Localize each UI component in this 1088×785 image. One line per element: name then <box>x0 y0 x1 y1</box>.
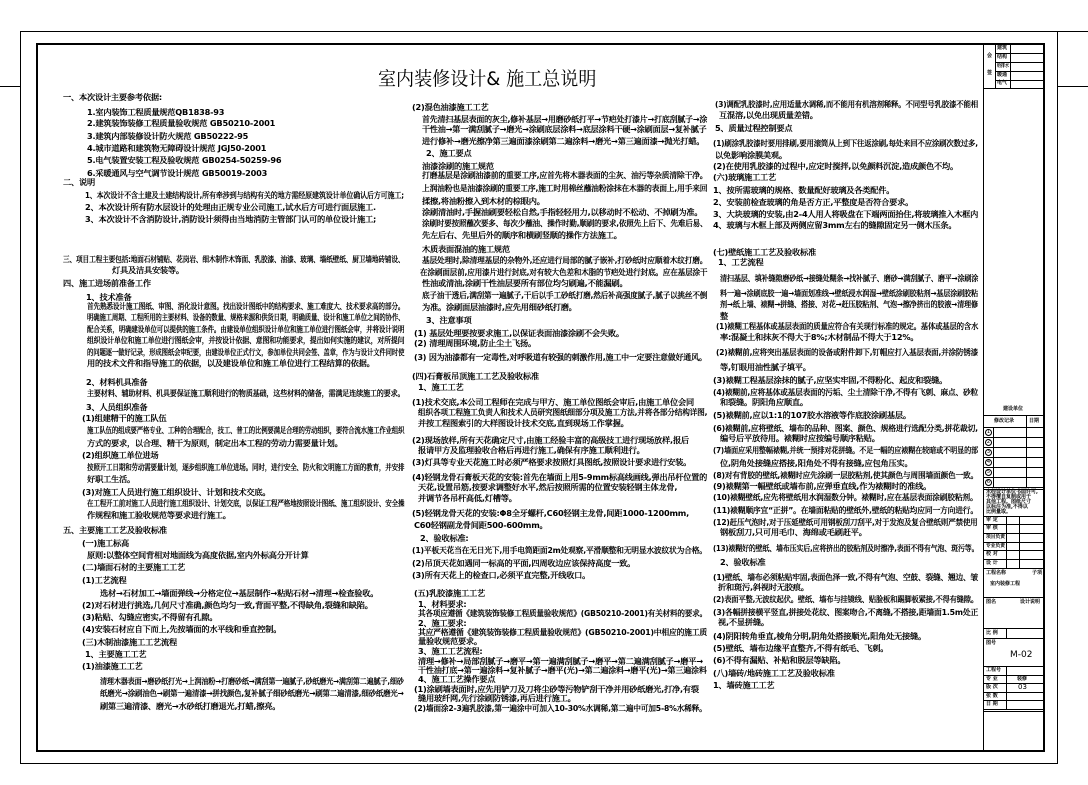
note-line: 在涂刷面层前,应用漆片进行封底,对有较大色差和木脂的节疤处进行封底。应在基层涂干 <box>420 267 708 277</box>
note-line: (12)赶压气泡时,对于压延壁纸可用钢板刮刀刮平,对于发泡及复合壁纸则严禁使用 <box>713 517 978 527</box>
tb-line <box>983 568 1044 569</box>
tb-line <box>1006 666 1007 710</box>
note-line: 2、材料机具准备 <box>86 377 148 387</box>
note-line: (3)灯具等专业天花施工时必须严格要求按照灯具图纸,按照设计要求进行安装。 <box>412 457 692 467</box>
note-line: (2)吊顶天花如遇同一标高的平面,四周收边应该保持高度一致。 <box>412 558 636 568</box>
note-line: (八)墙砖/地砖施工工艺及验收标准 <box>713 668 835 678</box>
title-block-note: 比例量取。 <box>986 509 1012 515</box>
note-line: 组织设计单位和施工单位进行图纸会审，并按设计依据、意图和功能要求，提出如何实施的建议，对所提问 <box>87 335 405 345</box>
note-line: (1)组建精干的施工队伍 <box>82 413 167 423</box>
countersign-row: 暖通 <box>997 72 1008 78</box>
note-line: (四)石膏板吊顶施工工艺及验收标准 <box>412 371 539 381</box>
inner-frame-left <box>36 43 38 752</box>
title-block-note: 以标注为准,不得以 <box>986 504 1028 510</box>
info-label: 工程号 <box>986 667 1002 673</box>
note-line: 2.建筑装饰装修工程质量验收规范 GB50210-2001 <box>87 118 276 128</box>
note-line: 二、说明 <box>63 177 95 187</box>
note-line: 方式的要求，以合理、精干为原则，制定出本工程的劳动力需要量计划。 <box>87 438 343 448</box>
note-line: 料一遍→涂刷底胶一遍→墙面划准线→壁纸浸水润湿→壁纸涂刷胶粘剂→基层涂刷胶粘 <box>720 288 978 298</box>
title-block-note: 不得擅自复制或用于 <box>986 494 1032 500</box>
note-line: (2)混色油漆施工工艺 <box>412 102 489 112</box>
note-line: 组织各项工程施工负责人和技术人员研究图纸细部分项及施工方法,并将各部分结构详图, <box>418 407 708 417</box>
project-name: 室内装修工程 <box>990 581 1021 587</box>
note-line: 清扫基层、填补缝隙磨砂纸→接缝处糊条→找补腻子、磨砂→满刮腻子、磨平→涂刷涂 <box>720 273 979 283</box>
outer-border-top <box>20 31 1088 32</box>
note-line: 干性油打底→第一遍涂料→复补腻子→磨平(光)→第二遍涂料→磨平(光)→第三遍涂料 <box>418 665 707 675</box>
project-label: 工程名称 <box>986 570 1007 576</box>
note-line: (13)裱糊好的壁纸、墙布压实后,应将挤出的胶粘剂及时擦净,表面不得有气泡、斑污等。 <box>713 543 979 553</box>
countersign-label: 签 <box>987 70 993 76</box>
tb-line <box>983 711 1044 712</box>
countersign-row: 电气 <box>997 80 1008 86</box>
note-line: 主要材料、辅助材料、机具要保证施工顺利进行的物质基础，这些材料的储备，需满足连续施工的要求。 <box>87 388 405 398</box>
note-line: 3.建筑内部装修设计防火规范 GB50222-95 <box>87 131 249 141</box>
note-line: 视,不显拼缝。 <box>718 617 769 627</box>
note-line: (11)裱糊顺序宜“正拼”。在墙面粘贴的壁纸外,壁纸的粘贴均应同一方向进行。 <box>713 505 978 515</box>
countersign-label: 会 <box>987 53 993 59</box>
note-line: (4)裱糊前,应将基体或基层表面的污垢、尘土清除干净,不得有飞刺、麻点、砂粒 <box>713 387 978 397</box>
note-line: 整 <box>720 311 728 321</box>
note-line: 1、墙砖施工工艺 <box>713 680 775 690</box>
note-line: (一)施工标高 <box>82 538 130 548</box>
note-line: 在工程开工前对施工人员进行施工组织设计、计划交底，以保证工程严格地按照设计图纸、施工组织设计、安全操 <box>87 498 405 508</box>
note-line: 2、验收标准: <box>420 533 469 543</box>
info-label: 专 业 <box>986 676 998 682</box>
note-line: (2) 清理周围环境,防止尘土飞扬。 <box>414 338 536 348</box>
drawing-title: 室内装修设计& 施工总说明 <box>378 68 597 90</box>
outer-border-right <box>1057 31 1058 764</box>
note-line: (三)木制油漆施工工艺流程 <box>82 637 177 647</box>
note-line: 的问题逐一做好记录，形成图纸会审纪要，由建设单位正式行文，参加单位共同会签、盖章，作为与设计文件同时使 <box>87 347 405 357</box>
note-line: 首先熟悉设计施工图纸、审图、消化设计意图。找出设计图纸中的结构要求、施工难度大、技术要求高的部分。 <box>87 301 405 311</box>
note-line: 涂刷清油时,手握油刷要轻松自然,手指轻轻用力,以移动时不松动、不掉刷为准。 <box>422 207 703 217</box>
note-line: (8)对有背胶的壁纸,裱糊时应先涂刷一层胶粘剂,使其颜色与周围墙面颜色一致。 <box>713 470 978 480</box>
note-line: 揉擦,将油粉擦入到木材的棕眼内。 <box>422 196 545 206</box>
note-line: 以免影响涂膜美观。 <box>715 150 787 160</box>
note-line: 4.城市道路和建筑物无障碍设计规范 JGJ50-2001 <box>87 143 267 153</box>
note-line: 作规程和施工验收规范等要求进行施工。 <box>87 510 231 520</box>
note-line: 灯具及洁具安装等。 <box>112 265 184 275</box>
countersign-row: 结构 <box>997 54 1008 60</box>
client-label: 建设单位 <box>1003 406 1024 412</box>
note-line: (1)工艺流程 <box>82 575 127 585</box>
note-line: 1、施工工艺 <box>418 382 464 392</box>
note-line: 4、玻璃与木框上部及两侧应留3mm左右的缝隙固定另一侧木压条。 <box>713 220 957 230</box>
note-line: 1、主要施工工艺 <box>85 649 147 659</box>
tb-line <box>983 457 1044 458</box>
note-line: (1)技术交底,本公司工程师在完成与甲方、施工单位图纸会审后,由施工单位会同 <box>412 397 694 407</box>
info-label: 版 次 <box>986 684 998 690</box>
note-line: 按照开工日期和劳动需要量计划，逐步组织施工单位进场。同时，进行安全、防火和文明施工方面的教育，并安排 <box>87 462 405 472</box>
note-line: 其应严格遵循《建筑装饰装修工程质量验收规范》(GB50210-2001)中相应的施工质 <box>418 627 707 637</box>
discipline-value: 装修 <box>1017 676 1028 682</box>
note-line: 基层处理时,除清理基层的杂物外,还应进行局部的腻子嵌补,打砂纸时应顺着木纹打磨。 <box>422 255 708 265</box>
note-line: (4)安装石材应自下而上,先按墙面的水平线和垂直控制。 <box>82 624 282 634</box>
note-line: 其各项应遵循《建筑装饰装修工程质量验收规范》(GB50210-2001)有关材料的要求。 <box>418 608 707 618</box>
note-line: 5、质量过程控制要点 <box>715 123 793 133</box>
tb-line <box>1006 628 1007 638</box>
note-line: 3、注意事项 <box>426 315 472 325</box>
note-line: 1、按所需玻璃的规格、数量配好玻璃及各类配件。 <box>713 185 895 195</box>
note-line: 2、施工要点 <box>426 148 472 158</box>
scale-label: 比 例 <box>986 630 998 636</box>
note-line: 3、施工工艺流程: <box>418 646 483 656</box>
note-line: (2)在使用乳胶漆的过程中,应定时搅拌,以免颜料沉淀,造成颜色不均。 <box>713 161 958 171</box>
note-line: 位,阴角处接缝应搭接,阳角处不得有接缝,应包角压实。 <box>720 458 913 468</box>
sheet-number-label: 图号 <box>986 640 997 646</box>
note-line: (五)乳胶漆施工工艺 <box>414 588 485 598</box>
note-line: (10)裱糊壁纸,应先将壁纸用水润湿数分钟。裱糊时,应在基层表面涂刷胶粘剂。 <box>713 492 978 502</box>
outer-border-left <box>20 31 21 764</box>
note-line: (七)壁纸施工工艺及验收标准 <box>713 247 816 257</box>
note-line: 编号后平放待用。裱糊时应按编号顺序粘贴。 <box>720 433 880 443</box>
tb-line <box>983 638 1044 639</box>
note-line: (2)对石材进行挑选,几何尺寸准确,颜色均匀一致,背面平整,不得缺角,裂缝和缺陷。 <box>82 600 373 610</box>
drawing-name: 设计说明 <box>1020 599 1041 605</box>
note-line: 并按工程图索引的大样图设计技术交底,直到现场工作掌握。 <box>418 418 629 428</box>
tb-line <box>1010 44 1011 88</box>
note-line: 清理木器表面→磨砂纸打光→上润油粉→打磨砂纸→满刮第一遍腻子,砂纸磨光→满刮第二遍腻子,细砂 <box>100 676 404 686</box>
note-line: (6)不得有漏贴、补贴和脱层等缺陷。 <box>713 655 846 665</box>
title-block-note: 未经设计单位书面许可, <box>986 489 1038 495</box>
inner-frame-bottom <box>36 750 1045 752</box>
note-line: 选材→石材加工→墙面弹线→分格定位→基层制作→粘贴石材→清理→检查验收。 <box>100 588 379 598</box>
note-line: (六)玻璃施工工艺 <box>713 172 776 182</box>
tb-line <box>983 487 1044 488</box>
note-line: 打磨基层是涂刷油漆前的重要工序,应首先将木器表面的尘灰、油污等杂质清除干净。 <box>422 170 708 180</box>
note-line: 并调节各吊杆高低,灯槽等。 <box>418 493 517 503</box>
note-line: 缝用玻纤网,先行涂刷防锈漆,再后进行施工。 <box>418 693 576 703</box>
outer-border-bottom <box>20 763 1058 764</box>
tb-line <box>995 44 996 88</box>
tb-line <box>983 597 1044 598</box>
tb-line <box>983 427 1044 428</box>
note-line: 和裂缝。阴阳角应顺直。 <box>720 397 808 407</box>
inner-frame-top <box>36 43 1045 45</box>
note-line: 率:混凝土和抹灰不得大于8%;木材制品不得大于12%。 <box>720 332 919 342</box>
signoff-label: 审 核 <box>986 525 998 531</box>
note-line: (3)所有天花上的检查口,必须平直完整,开线收口。 <box>412 570 591 580</box>
note-line: (6)裱糊前,应将壁纸、墙布的品种、图案、颜色、规格进行选配分类,拼花裁切, <box>713 423 978 433</box>
note-line: (1) 基层处理要按要求施工,以保证表面油漆涂刷不会失败。 <box>414 328 624 338</box>
note-line: 配合关系，明确建设单位可以提供的施工条件。由建设单位组织设计单位和施工单位进行图纸会审，并将设计说明 <box>87 324 405 334</box>
tb-line <box>983 437 1044 438</box>
note-line: 涂刷时要按照蘸次要多、每次少蘸油、操作时勤,顺刷的要求,依照先上后下、先难后易、 <box>422 218 708 228</box>
note-line: (2)现场放样,所有天花确定尺寸,由施工经验丰富的高级技工进行现场放样,报后 <box>412 435 689 445</box>
revision-number: 1 <box>986 429 991 435</box>
subitem-label: 子项 <box>1032 570 1043 576</box>
note-line: 好职工生活。 <box>87 474 135 484</box>
note-line: 纸磨光→涂刷油色→刷第一遍清漆→拼找颜色,复补腻子细砂纸磨光→刷第二遍清漆,细砂纸磨光→ <box>100 688 404 698</box>
tb-line <box>983 88 1044 89</box>
note-line: 原则:以整体空间背相对地面线为高度依据,室内外标高分开计算 <box>87 550 309 560</box>
note-line: 底子油干透后,满刮第一遍腻子,干后以手工砂纸打磨,然后补高强度腻子,腻子以挑丝不倒 <box>422 290 708 300</box>
revision-number: 2 <box>986 439 991 445</box>
note-line: 1、技术准备 <box>86 292 132 302</box>
note-line: 一、本次设计主要参考依据: <box>63 92 162 102</box>
note-line: (二)墙面石材的主要施工工艺 <box>82 562 185 572</box>
note-line: (4)轻钢龙骨石膏板天花的安装:首先在墙面上用5-9mm标高线画线,弹出吊杆位置的 <box>412 472 708 482</box>
revision-number: 3 <box>986 449 991 455</box>
note-line: 进行修补→磨光擦净第三遍面漆涂刷第二遍涂料→磨光→第三遍面漆→抛光打蜡。 <box>422 136 705 146</box>
version-value: 03 <box>1018 683 1027 691</box>
note-line: 施工队伍的组成要严格专业、工种的合理配合，技工、普工的比例要满足合理的劳动组织，要符合流水施工作业组织 <box>87 425 405 435</box>
note-line: 四、施工进场前准备工作 <box>63 278 151 288</box>
note-line: 用的技术文件和指导施工的依据，以及建设单位和施工单位进行工程结算的依据。 <box>87 358 375 368</box>
title-block-divider <box>983 43 984 751</box>
note-line: (1)裱糊工程基体或基层表面的质量应符合有关现行标准的规定。基体或基层的含水 <box>716 321 979 331</box>
note-line: 2、本次设计所有防水层设计的处理由正规专业公司施工,试水后方可进行面层施工. <box>85 202 376 212</box>
note-line: 干性油→第一满刮腻子→磨光→涂刷底层涂料→底层涂料干硬→涂刷面层→复补腻子 <box>422 124 707 134</box>
note-line: (2)组织施工单位进场 <box>82 450 159 460</box>
tb-line <box>983 415 1044 416</box>
signoff-label: 设 计 <box>986 560 998 566</box>
note-line: 4、施工工艺操作要点 <box>418 674 496 684</box>
note-line: 互混溶,以免出现质量差错。 <box>719 110 818 120</box>
outer-border-right-tick <box>1057 86 1088 87</box>
note-line: (9)裱糊第一幅壁纸或墙布前,应弹垂直线,作为裱糊时的准线。 <box>713 481 932 491</box>
note-line: 2、施工要求: <box>418 618 467 628</box>
note-line: 2、验收标准 <box>720 557 766 567</box>
signoff-label: 审 定 <box>986 517 998 523</box>
revision-number: 4 <box>986 459 991 465</box>
note-line: (3) 因为油漆都有一定毒性,对呼吸道有较强的刺激作用,施工中一定要注意做好通风。 <box>414 352 707 362</box>
binding-margin-line <box>0 86 20 87</box>
note-line: (3)调配乳胶漆时,应用适量水调稀,而不能用有机溶剂稀释。不同型号乳胶漆不能相 <box>715 99 978 109</box>
tb-line <box>983 467 1044 468</box>
revision-header: 修改记录 <box>994 418 1015 424</box>
note-line: (2)表面平整,无波纹起伏。壁纸、墙布与挂镜线、贴脸板和踢脚板紧接,不得有缝隙。 <box>713 594 978 604</box>
note-line: 量验收规范要求。 <box>418 636 482 646</box>
revision-number: 5 <box>986 469 991 475</box>
sheet-number: M-02 <box>1010 650 1033 660</box>
note-line: 五、主要施工工艺及验收标准 <box>63 525 167 535</box>
note-line: 钢板刮刀,只可用毛巾、海绵或毛刷赶平。 <box>720 527 867 537</box>
inner-frame-right <box>1043 43 1045 752</box>
tb-line <box>983 709 1044 710</box>
note-line: 刷第三遍清漆、磨光→水砂纸打磨退光,打蜡,擦亮。 <box>100 701 281 711</box>
note-line: 清理→修补→局部刮腻子→磨平→第一遍满刮腻子→磨平→第二遍满刮腻子→磨平→ <box>418 656 703 666</box>
note-line: (1)刷涂乳胶漆时要用排刷,要用滚筒从上到下往返涂刷,每处来回不应涂刷次数过多, <box>713 138 978 148</box>
note-line: 上润油粉也是油漆涂刷的重要工序,施工时用棉丝蘸油粉涂抹在木器的表面上,用手来回 <box>422 183 708 193</box>
note-line: 三、项目工程主要包括:地面石材铺贴、花岗岩、细木制作木饰面、乳胶漆、油漆、玻璃、墙纸壁纸、厨卫墙地砖铺设、 <box>63 254 405 264</box>
note-line: (3)裱糊工程基层涂抹的腻子,应坚实牢固,不得粉化、起皮和裂缝。 <box>713 375 948 385</box>
date-header: 日期 <box>1029 418 1040 424</box>
title-block-note: 其他工程。图纸尺寸 <box>986 499 1032 505</box>
note-line: 性油或清油,涂刷干性油层要所有部位均匀刷遍,不能漏刷。 <box>422 278 628 288</box>
note-line: C60轻钢副龙骨间距500-600mm。 <box>414 520 548 530</box>
note-line: 6.采暖通风与空气调节设计规范 GB50019-2003 <box>87 168 268 178</box>
signoff-label: 项目负责 <box>986 534 1006 540</box>
info-label: 张 数 <box>986 693 998 699</box>
note-line: 明确施工周期、工程所用的主要材料、设备的数量、规格来源和供货日期，明确质量、设计和施工单位之间的协作、 <box>87 312 405 322</box>
tb-line <box>983 477 1044 478</box>
signoff-label: 专业负责 <box>986 543 1006 549</box>
note-line: 3、人员组织准备 <box>86 402 148 412</box>
note-line: 1、材料要求: <box>418 599 467 609</box>
note-line: (5)裱糊前,应以1:1的107胶水溶液等作底胶涂刷基层。 <box>713 410 911 420</box>
info-label: 日 期 <box>986 701 998 707</box>
note-line: 报请甲方及监理验收合格后再进行施工,确保有序施工顺利进行。 <box>418 445 645 455</box>
note-line: 天花,设置吊筋,按要求调整好水平,然后按照所需的位置安装轻钢主体龙骨, <box>418 482 678 492</box>
note-line: (1)壁纸、墙布必须粘贴牢固,表面色泽一致,不得有气泡、空鼓、裂缝、翘边、皱 <box>713 572 978 582</box>
countersign-row: 给排水 <box>997 63 1010 69</box>
note-line: 3、本次设计不含消防设计,消防设计须得由当地消防主管部门认可的单位设计施工; <box>85 214 377 224</box>
note-line: 1、本次设计不含土建及土建结构设计,所有牵涉到与结构有关的地方需经原建筑设计单位确认后方可施工; <box>85 190 404 200</box>
note-line: (1)涂刷墙表面时,应先用铲刀及刀将尘砂等污物铲刮干净并用砂纸磨光,打净,有裂 <box>414 684 699 694</box>
note-line: (1)油漆施工工艺 <box>82 661 143 671</box>
note-line: (2)墙面涂2-3遍乳胶漆,第一遍涂中可加入10-30%水调稀,第二遍中可加5-8%水稀释。 <box>414 703 707 713</box>
note-line: (5)壁纸、墙布边缘平直整齐,不得有纸毛、飞刺。 <box>713 643 889 653</box>
note-line: 等,钉眼用油性腻子填平。 <box>720 362 811 372</box>
note-line: 1.室内装饰工程质量规范QB1838-93 <box>87 107 225 117</box>
note-line: 木质表面混油的施工规范 <box>422 244 510 254</box>
note-line: (3)对施工人员进行施工组织设计、计划和技术交底。 <box>82 487 271 497</box>
note-line: 为准。涂刷面层油漆时,应先用细砂纸打磨。 <box>422 302 577 312</box>
note-line: (1)平板天花当在无日光下,用手电筒距面2m处观察,平滑顺整和无明显水波纹状为合格。 <box>412 545 707 555</box>
note-line: 剂→纸上墙、裱糊→拼缝、搭接、对花→赶压胶粘剂、气泡→擦净挤出的胶液→清理修 <box>720 299 978 309</box>
note-line: (4)阴阳转角垂直,棱角分明,阴角处搭接顺光,阳角处无接缝。 <box>713 631 927 641</box>
note-line: 油漆涂刷的施工规范 <box>422 161 494 171</box>
note-line: (2)裱糊前,应将突出基层表面的设备或附件卸下,钉帽应打入基层表面,并涂防锈漆 <box>716 347 978 357</box>
note-line: 折和斑污,斜视时无胶痕。 <box>718 582 809 592</box>
note-line: (7)墙面应采用整幅裱糊,并统一预排对花拼缝。不足一幅的应裱糊在较暗或不明显的部 <box>713 445 979 455</box>
revision-number: 6 <box>986 479 991 485</box>
note-line: 2、安装前检查玻璃的角是否方正,平整度是否符合要求。 <box>713 197 914 207</box>
note-line: 首先清扫基层表面的灰尘,修补基层→用磨砂纸打平→节疤处打漆片→打底刮腻子→涂 <box>422 114 708 124</box>
note-line: 3、大块玻璃的安装,由2-4人用人将吸盘在下端两面抬住,将玻璃推入木框内 <box>713 209 979 219</box>
note-line: (3)各幅拼接横平竖直,拼接处花纹、图案吻合,不离缝,不搭接,距墙面1.5m处正 <box>713 607 979 617</box>
signoff-label: 校 对 <box>986 551 998 557</box>
tb-line <box>983 447 1044 448</box>
drawing-name-label: 图名 <box>986 599 997 605</box>
tb-line <box>983 628 1044 629</box>
note-line: 先左后右、先里后外的顺序和横刷竖顺的操作方法施工。 <box>422 230 622 240</box>
note-line: (3)粘贴、勾缝应密实,不得留有孔隙。 <box>82 612 218 622</box>
note-line: 5.电气装置安装工程及验收规范 GB0254-50259-96 <box>87 155 282 165</box>
note-line: 1、工艺流程 <box>718 257 764 267</box>
note-line: (5)轻钢龙骨天花的安装:Φ8全牙螺杆,C60轻钢主龙骨,间距1000-1200mm, <box>412 508 690 518</box>
countersign-row: 建筑 <box>997 45 1008 51</box>
